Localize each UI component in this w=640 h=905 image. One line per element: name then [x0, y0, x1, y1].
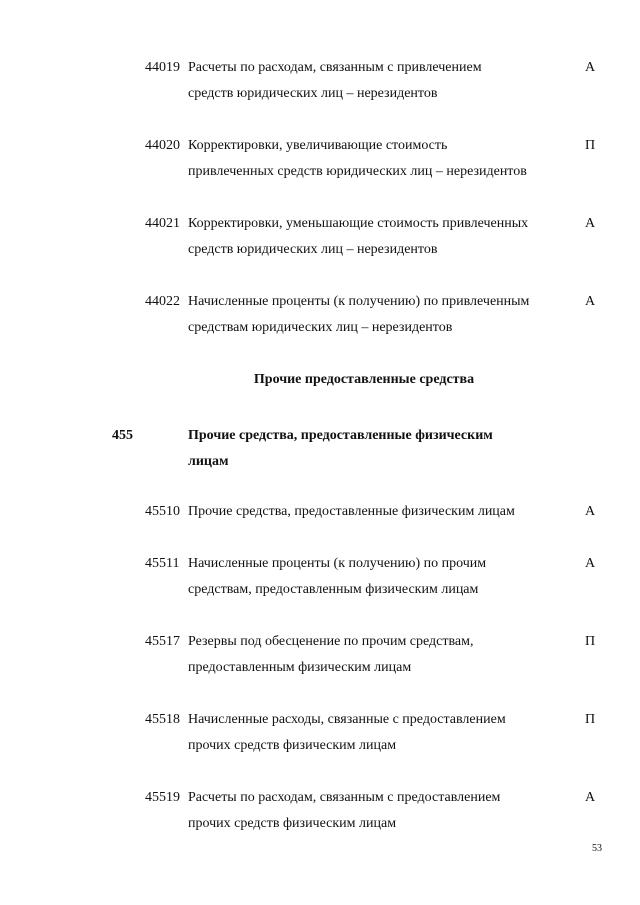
account-description-line2: привлеченных средств юридических лиц – нерезидентов: [188, 164, 527, 179]
account-description-line2: прочих средств физическим лицам: [188, 816, 397, 831]
account-code: 45518: [145, 712, 180, 727]
account-description-line1: Прочие средства, предоставленные физическим лицам: [188, 504, 515, 519]
account-description-line1: Начисленные проценты (к получению) по прочим: [188, 556, 487, 571]
account-code: 45510: [145, 504, 180, 519]
account-type: П: [585, 712, 596, 727]
account-type: А: [585, 504, 596, 519]
account-description-line2: средствам, предоставленным физическим лицам: [188, 582, 479, 597]
account-code: 45517: [145, 634, 180, 649]
section-heading: Прочие предоставленные средства: [253, 372, 475, 387]
account-type: П: [585, 634, 596, 649]
group-title-line1: Прочие средства, предоставленные физическим: [188, 428, 493, 443]
group-title-line2: лицам: [188, 454, 229, 469]
account-description-line2: средствам юридических лиц – нерезидентов: [188, 320, 453, 335]
account-description-line1: Начисленные расходы, связанные с предоставлением: [188, 712, 506, 727]
account-description-line2: средств юридических лиц – нерезидентов: [188, 242, 438, 257]
page-number: 53: [592, 843, 602, 854]
account-type: А: [585, 216, 596, 231]
account-description-line2: средств юридических лиц – нерезидентов: [188, 86, 438, 101]
account-description-line1: Расчеты по расходам, связанным с предоставлением: [188, 790, 501, 805]
account-code: 44022: [145, 294, 180, 309]
group-code: 455: [112, 428, 133, 443]
account-type: П: [585, 138, 596, 153]
account-type: А: [585, 790, 596, 805]
account-description-line2: прочих средств физическим лицам: [188, 738, 397, 753]
account-code: 44020: [145, 138, 180, 153]
account-description-line1: Корректировки, уменьшающие стоимость привлеченных: [188, 216, 529, 231]
account-code: 45519: [145, 790, 180, 805]
account-code: 44021: [145, 216, 180, 231]
account-type: А: [585, 60, 596, 75]
account-code: 45511: [145, 556, 180, 571]
account-description-line1: Начисленные проценты (к получению) по привлеченным: [188, 294, 530, 309]
account-code: 44019: [145, 60, 180, 75]
account-type: А: [585, 556, 596, 571]
account-description-line1: Резервы под обесценение по прочим средствам,: [188, 634, 474, 649]
account-description-line1: Расчеты по расходам, связанным с привлечением: [188, 60, 482, 75]
account-type: А: [585, 294, 596, 309]
account-description-line1: Корректировки, увеличивающие стоимость: [188, 138, 448, 153]
account-description-line2: предоставленным физическим лицам: [188, 660, 412, 675]
